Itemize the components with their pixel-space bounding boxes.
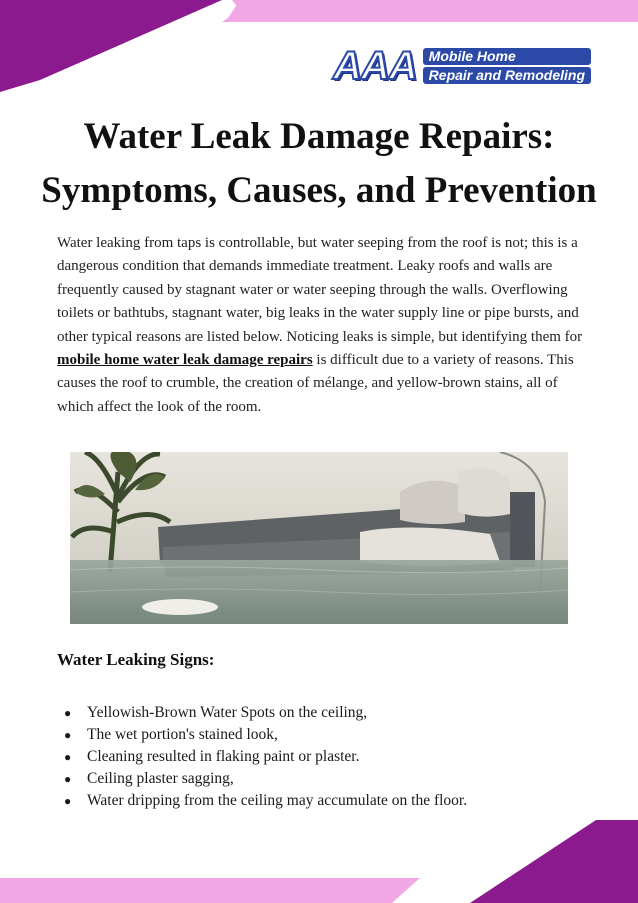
logo-line-1: Mobile Home (423, 48, 591, 65)
list-item-text: The wet portion's stained look, (87, 726, 278, 743)
intro-text-after: is difficult due to a variety of reasons. This causes the roof to crumble, the creation of mélange, and yellow-brown stains, all of which affect the look of the room. (57, 352, 574, 415)
title-line-2: Symptoms, Causes, and Prevention (41, 170, 597, 211)
bullet-icon: ● (64, 706, 72, 720)
list-item-text: Cleaning resulted in flaking paint or plaster. (87, 748, 360, 765)
logo-mark: AAA (333, 44, 417, 88)
bullet-icon: ● (64, 750, 72, 764)
signs-heading: Water Leaking Signs: (57, 650, 215, 669)
intro-paragraph (57, 232, 597, 419)
bullet-icon: ● (64, 772, 72, 786)
signs-list (64, 702, 584, 812)
title-line-1: Water Leak Damage Repairs: (83, 116, 555, 157)
list-item (64, 724, 584, 746)
flooded-room-photo (70, 452, 568, 624)
logo-line-2: Repair and Remodeling (423, 67, 591, 84)
page-title (0, 110, 638, 218)
repairs-link[interactable]: mobile home water leak damage repairs (57, 352, 313, 369)
company-logo (333, 42, 623, 90)
list-item (64, 768, 584, 790)
intro-text-before: Water leaking from taps is controllable, but water seeping from the roof is not; this is a dangerous condition that demands immediate treatment. Leaky roofs and walls are frequently caused by stagnant water or water seeping through the walls. Overflowing toilets or bathtubs, stagnant water, big leaks in the water supply line or pipe bursts, and other typical reasons are listed below. Noticing leaks is simple, but identifying them for (57, 235, 583, 345)
list-item-text: Water dripping from the ceiling may accumulate on the floor. (87, 792, 468, 809)
list-item (64, 746, 584, 768)
bullet-icon: ● (64, 794, 72, 808)
list-item (64, 702, 584, 724)
bottom-corner-decoration (0, 820, 638, 903)
logo-words (423, 48, 591, 84)
list-item (64, 790, 584, 812)
list-item-text: Ceiling plaster sagging, (87, 770, 234, 787)
flooded-room-illustration (70, 452, 568, 624)
bullet-icon: ● (64, 728, 72, 742)
list-item-text: Yellowish-Brown Water Spots on the ceiling, (87, 704, 368, 721)
floating-pillow-icon (142, 599, 218, 615)
